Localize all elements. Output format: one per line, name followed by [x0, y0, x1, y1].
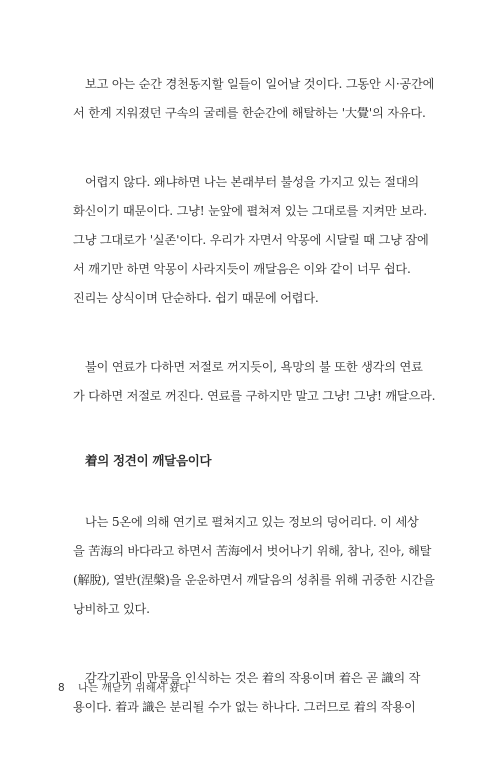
paragraph-3: [73, 353, 436, 411]
text-line: 어렵지 않다. 왜냐하면 나는 본래부터 불성을 가지고 있는 절대의: [85, 175, 419, 189]
text-line: 그냥 그대로가 '실존'이다. 우리가 자면서 악몽에 시달릴 때 그냥 잠에: [73, 233, 429, 247]
text-line: 진리는 상식이며 단순하다. 쉽기 때문에 어렵다.: [73, 291, 319, 305]
text-line: 불이 연료가 다하면 저절로 꺼지듯이, 욕망의 불 또한 생각의 연료: [85, 360, 423, 374]
paragraph-2: [73, 168, 433, 313]
paragraph-1: [73, 70, 433, 128]
text-line: 화신이기 때문이다. 그냥! 눈앞에 펼쳐져 있는 그대로를 지켜만 보라.: [73, 204, 427, 218]
text-line: (解脫), 열반(涅槃)을 운운하면서 깨달음의 성취를 위해 귀중한 시간을: [73, 573, 435, 587]
text-line: 낭비하고 있다.: [73, 602, 150, 616]
section-heading: 着의 정견이 깨달음이다: [85, 453, 212, 468]
text-line: 나는 5온에 의해 연기로 펼쳐지고 있는 정보의 덩어리다. 이 세상: [85, 515, 419, 529]
text-line: 가 다하면 저절로 꺼진다. 연료를 구하지만 말고 그냥! 그냥! 깨달으라.: [73, 389, 436, 403]
text-line: 감각기관이 만물을 인식하는 것은 着의 작용이며 着은 곧 識의 작: [85, 671, 421, 685]
text-line: 서 깨기만 하면 악몽이 사라지듯이 깨달음은 이와 같이 너무 쉽다.: [73, 262, 411, 276]
page-footer: [58, 680, 189, 695]
text-line: 을 苦海의 바다라고 하면서 苦海에서 벗어나기 위해, 참나, 진아, 해탈: [73, 544, 432, 558]
running-title: 나는 깨닫기 위해서 왔다: [78, 682, 190, 694]
paragraph-4: [73, 508, 433, 624]
page-body: [73, 70, 436, 762]
page-number: 8: [58, 682, 65, 694]
text-line: 용이다. 着과 識은 분리될 수가 없는 하나다. 그러므로 着의 작용이: [73, 700, 416, 714]
text-line: 서 한계 지워졌던 구속의 굴레를 한순간에 해탈하는 '大覺'의 자유다.: [73, 106, 426, 120]
text-line: 보고 아는 순간 경천동지할 일들이 일어날 것이다. 그동안 시·공간에: [85, 77, 435, 91]
